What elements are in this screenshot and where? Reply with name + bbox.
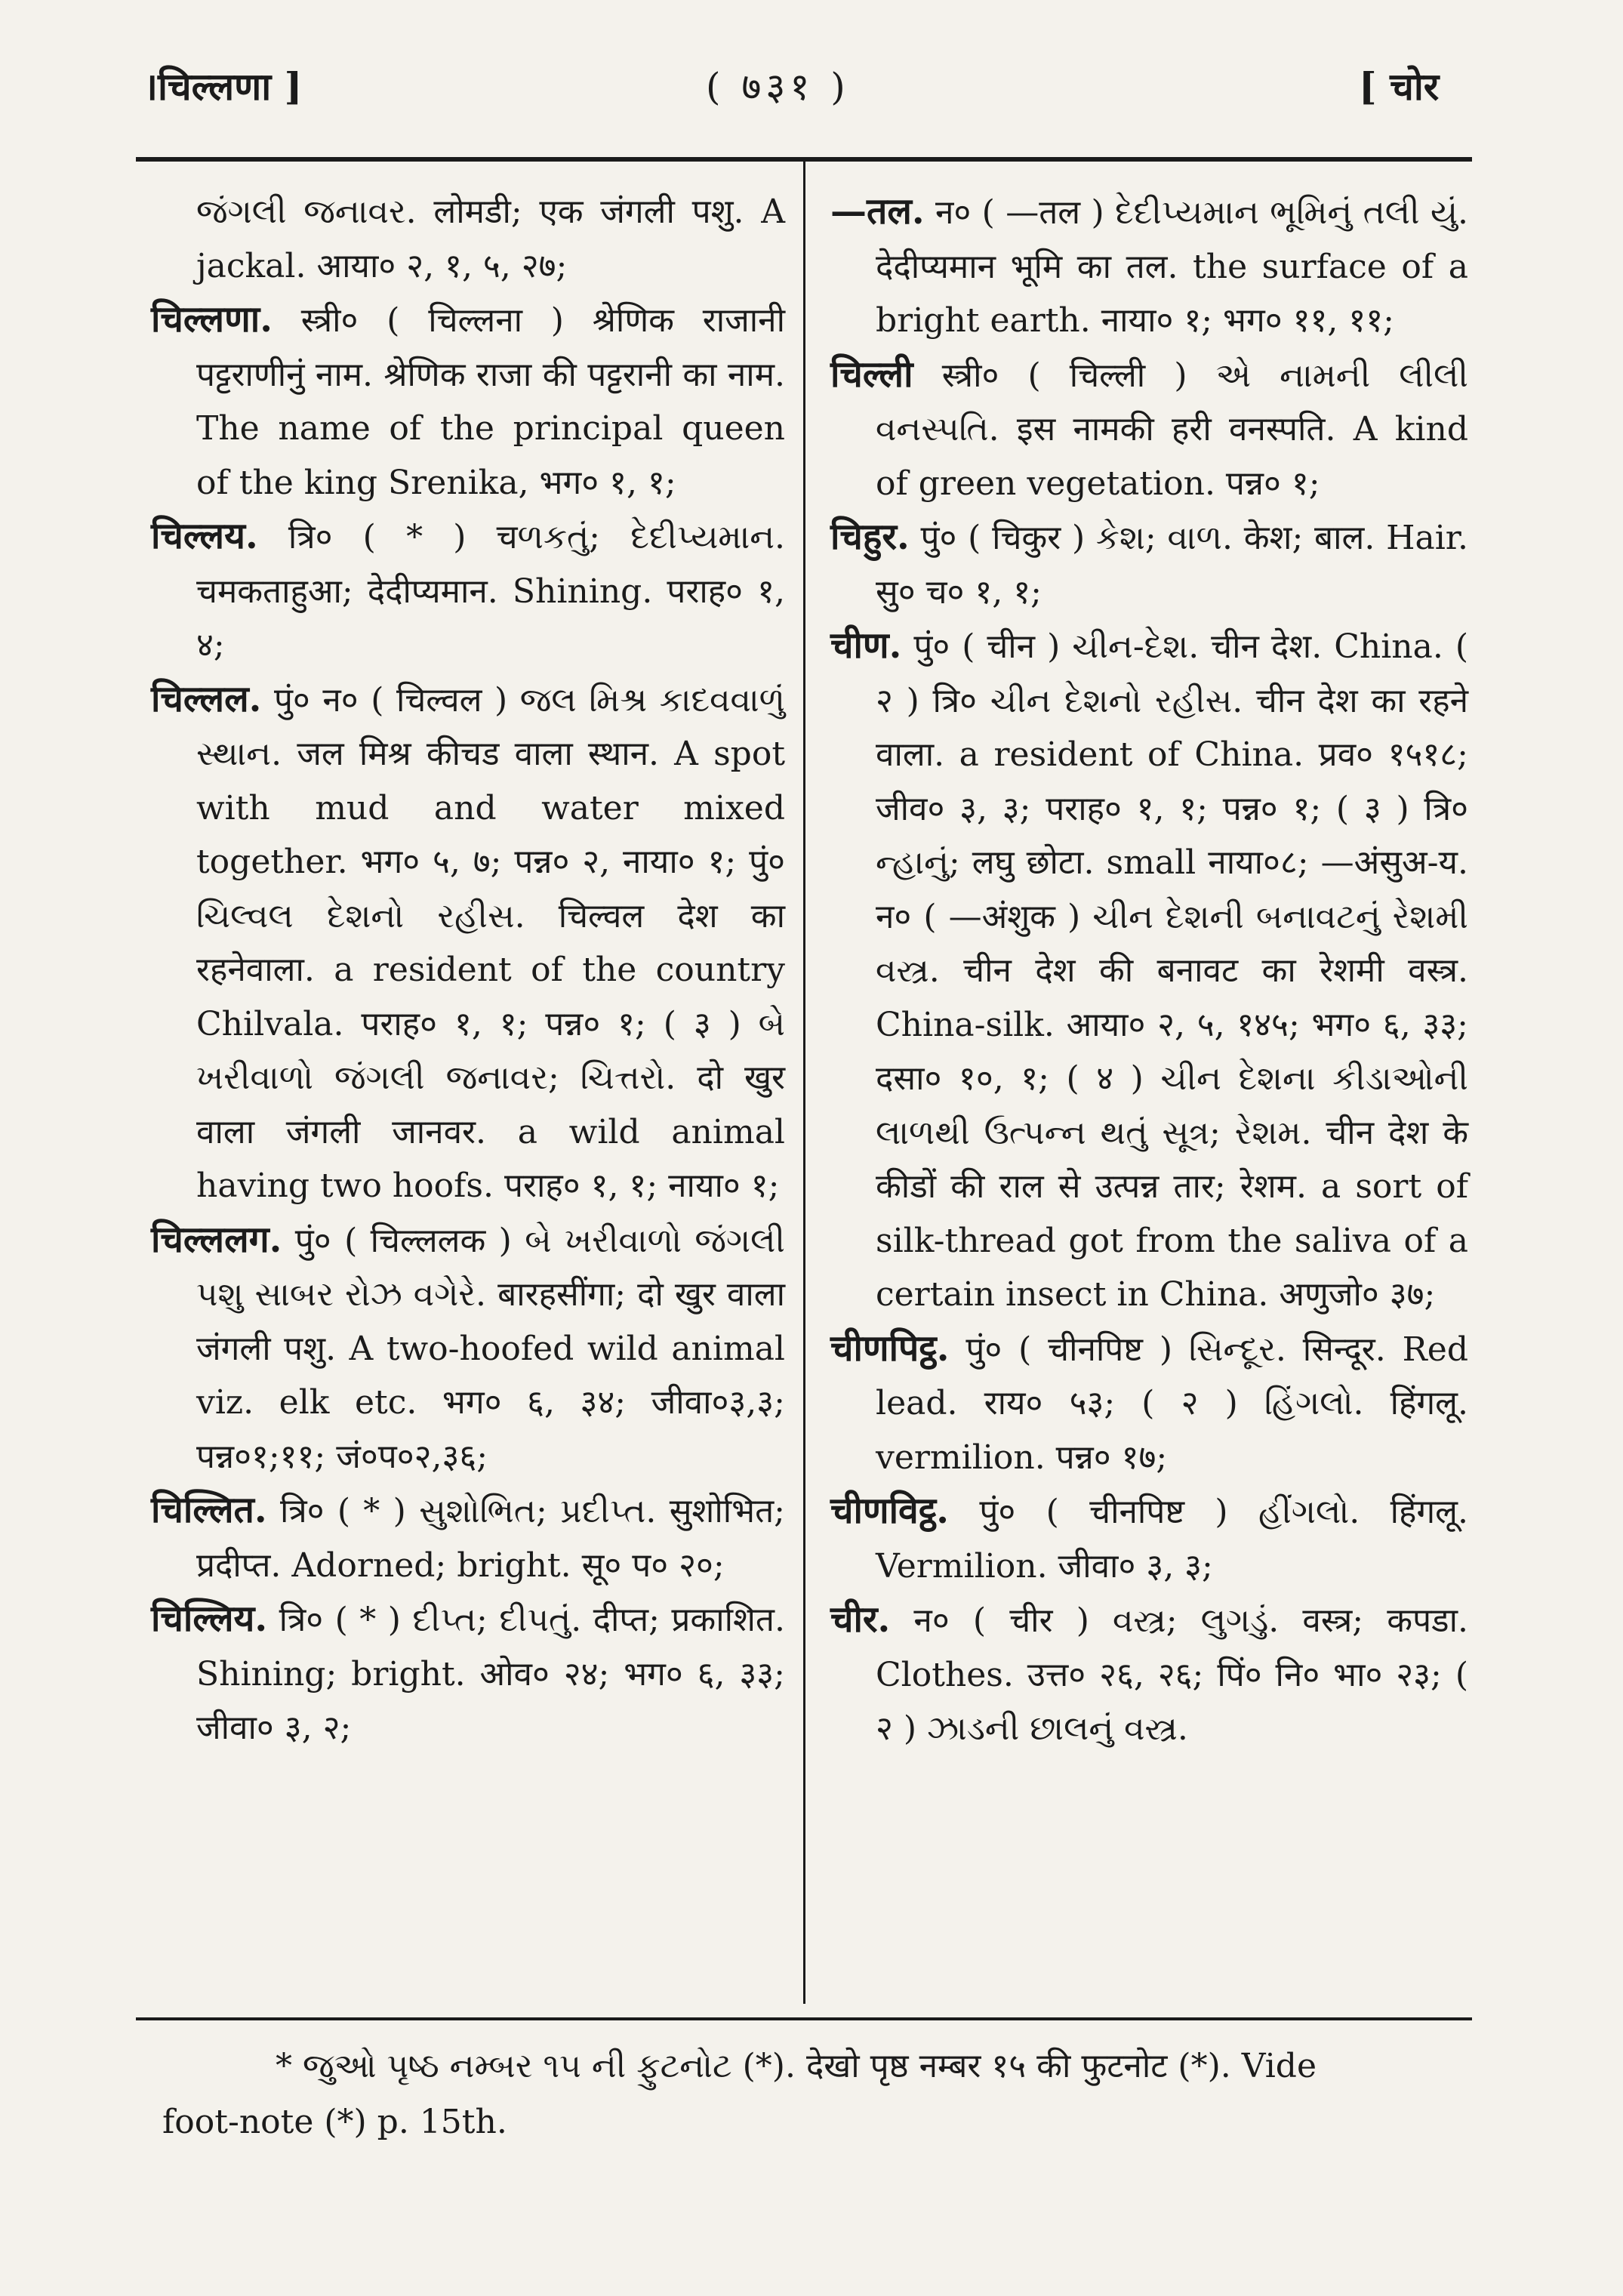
dictionary-entry [830,348,1468,511]
entry-body: पुं० न० ( चिल्वल ) જલ મિશ્ર કાદવવાળું સ્થાન. जल मिश्र कीचड वाला स्थान. A spot with mud and water mixed together. भग० ५, ७; पन्न० २, नाया० १; पुं० ચિલ્વલ દેશનો રહીસ. चिल्वल देश का रहनेवाला. a resident of the country Chilvala. पराह० १, १; पन्न० १; ( ३ ) બે ખરીવાળો જંગલી જનાવર; ચિત્તરો. दो खुर वाला जंगली जानवर. a wild animal having two hoofs. पराह० १, १; नाया० १; [196,680,785,1205]
dictionary-entry [830,1322,1468,1485]
dictionary-entry [151,673,785,1213]
page-number: ( ७३१ ) [706,65,850,109]
footnote-rule [136,2017,1472,2020]
entry-headword: चिल्लित. [151,1489,267,1531]
entry-headword: चीर. [830,1598,891,1641]
footnote-line-1: * જુઓ પૃષ્ઠ નમ્બર ૧૫ ની ફુટનોટ (*). देखो पृष्ठ नम्बर १५ की फुटनोट (*). Vide [276,2047,1317,2085]
entry-body: જંગલી જનાવર. लोमडी; एक जंगली पशु. A jackal. आया० २, १, ५, २७; [196,193,785,285]
dictionary-entry [151,1484,785,1592]
entry-headword: चिल्लय. [151,515,258,557]
entry-headword: —तल. [830,190,925,233]
dictionary-subentry [830,185,1468,348]
running-head-right: [ चोर [1359,64,1440,109]
entry-headword: चिल्ललग. [151,1218,282,1261]
dictionary-entry [151,510,785,673]
right-column [830,185,1468,1756]
column-divider [803,162,805,2004]
entry-headword: चिहुर. [830,516,910,558]
footnote-line-2: foot-note (*) p. 15th. [162,2103,507,2141]
dictionary-entry [151,293,785,510]
entry-body: न० ( चीर ) વસ્ત્ર; લુગડું. वस्त्र; कपडा. Clothes. उत्त० २६, २६; पिं० नि० भा० २३; ( २ ) ઝાડની છાલનું વસ્ત્ર. [876,1601,1468,1748]
entry-body: पुं० ( चिल्ललक ) બે ખરીવાળો જંગલી પશુ સાબર રોઝ વગેરે. बारहसींगा; दो खुर वाला जंगली पशु. A two-hoofed wild animal viz. elk etc. भग० ६, ३४; जीवा०३,३; पन्न०१;११; जं०प०२,३६; [196,1221,785,1476]
dictionary-entry [151,1592,785,1755]
entry-headword: चीणविट्ठ. [830,1490,949,1532]
dictionary-entry [830,510,1468,619]
entry-body: स्त्री० ( चिल्ली ) એ નામની લીલી વનસ્પતિ. इस नामकी हरी वनस्पति. A kind of green vegetation. पन्न० १; [876,356,1468,503]
running-head-left: ।चिल्लणा ] [143,64,303,109]
entry-headword: चिल्लणा. [151,298,273,341]
entry-headword: चिल्लिय. [151,1598,268,1640]
entry-body: त्रि० ( * ) चળકતું; દેદીપ્યમાન. चमकताहुआ; देदीप्यमान. Shining. पराह० १, ४; [196,518,785,664]
entry-headword: चीणपिट्ठ. [830,1327,950,1370]
dictionary-entry [151,1213,785,1484]
dictionary-entry [830,619,1468,1322]
entry-body: स्त्री० ( चिल्लना ) श्रेणिक राजानी पट्टराणीनुं नाम. श्रेणिक राजा की पट्टरानी का नाम. The name of the principal queen of the king Srenika, भग० १, १; [196,301,785,502]
entry-body: त्रि० ( * ) દીપ્ત; દીપતું. दीप्त; प्रकाशित. Shining; bright. ओव० २४; भग० ६, ३३; जीवा० ३, २; [196,1601,785,1747]
entry-body: पुं० ( चिकुर ) કેશ; વાળ. केश; बाल. Hair. सु० च० १, १; [876,519,1468,612]
entry-body: न० ( —तल ) દેદીપ્યમાન ભૂમિનું તલી યું. देदीप्यमान भूमि का तल. the surface of a bright earth. नाया० १; भग० ११, ११; [876,193,1468,340]
entry-continuation [151,185,785,293]
footnote [162,2039,1468,2150]
left-column [151,185,785,1755]
entry-body: त्रि० ( * ) સુશોભિત; પ્રદીપ્ત. सुशोभित; प्रदीप्त. Adorned; bright. सू० प० २०; [196,1492,785,1585]
entry-body: पुं० ( चीनपिष्ट ) સિન્દૂર. सिन्दूर. Red lead. राय० ५३; ( २ ) હિંગલો. हिंगलू. vermilion. पन्न० १७; [876,1330,1468,1477]
dictionary-entry [830,1593,1468,1756]
entry-body: पुं० ( चीनपिष्ट ) હીંગલો. हिंगलू. Vermilion. जीवा० ३, ३; [876,1493,1468,1586]
entry-body: पुं० ( चीन ) ચીન-દેશ. चीन देश. China. ( २ ) त्रि० ચીન દેશનો રહીસ. चीन देश का रहने वाला. a resident of China. प्रव० १५१८; जीव० ३, ३; पराह० १, १; पन्न० १; ( ३ ) त्रि० ન્હાનું; लघु छोटा. small नाया०८; —अंसुअ-य. न० ( —अंशुक ) ચીન દેશની બનાવટનું રેશમી વસ્ત્ર. चीन देश की बनावट का रेशमी वस्त्र. China-silk. आया० २, ५, १४५; भग० ६, ३३; दसा० १०, १; ( ४ ) ચીન દેશના કીડાઓની લાળથી ઉત્પન્ન થતું સૂત્ર; રેશમ. चीन देश के कीडों की राल से उत्पन्न तार; रेशम. a sort of silk-thread got from the saliva of a certain insect in China. अणुजो० ३७; [876,627,1468,1314]
entry-headword: चीण. [830,624,902,667]
entry-headword: चिल्ली [830,353,913,396]
entry-headword: चिल्लल. [151,677,262,720]
dictionary-entry [830,1484,1468,1593]
